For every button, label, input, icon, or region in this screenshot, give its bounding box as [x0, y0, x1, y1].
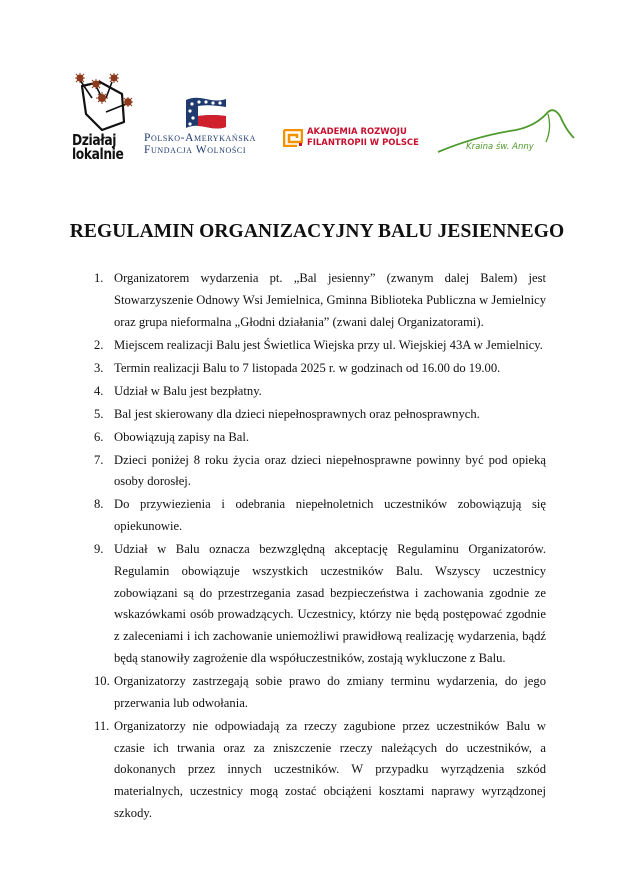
- rule-text: Organizatorzy zastrzegają sobie prawo do zmiany terminu wydarzenia, do jego przerwania lub odwołania.: [114, 674, 546, 710]
- arfp-logo: [283, 127, 433, 153]
- rule-number: 5.: [94, 406, 104, 421]
- rule-number: 6.: [94, 429, 104, 444]
- rule-number: 3.: [94, 360, 104, 375]
- rule-number: 4.: [94, 383, 104, 398]
- rule-number: 7.: [94, 452, 104, 467]
- rules-list: [94, 268, 546, 826]
- hill-icon: [436, 108, 576, 160]
- rule-text: Miejscem realizacji Balu jest Świetlica Wiejska przy ul. Wiejskiej 43A w Jemielnicy.: [114, 337, 543, 352]
- rule-item: [94, 404, 546, 426]
- rule-number: 1.: [94, 271, 104, 285]
- rule-text: Organizatorem wydarzenia pt. „Bal jesienny” (zwanym dalej Balem) jest Stowarzyszenie Odnowy Wsi Jemielnica, Gminna Biblioteka Publiczna w Jemielnicy oraz grupa nieformalna „Głodni działania” (zwani dalej Organizatorami).: [114, 271, 546, 329]
- pafw-name: Polsko-Amerykańska Fundacja Wolności: [144, 132, 257, 156]
- rule-text: Obowiązują zapisy na Bal.: [114, 429, 249, 444]
- rule-item: [94, 381, 546, 403]
- rule-number: 8.: [94, 497, 104, 512]
- rule-item: [94, 494, 546, 538]
- flowers-box-icon: [72, 68, 142, 134]
- rule-item: [94, 539, 546, 670]
- rule-item: [94, 671, 546, 715]
- rule-text: Dzieci poniżej 8 roku życia oraz dzieci niepełnosprawne powinny być pod opieką osoby dorosłej.: [114, 452, 546, 489]
- rule-item: [94, 335, 546, 357]
- rule-text: Organizatorzy nie odpowiadają za rzeczy zagubione przez uczestników Balu w czasie ich trwania oraz za zniszczenie rzeczy należących do uczestników, a dokonanych przez innych uczestników. W przypadku wyrządzenia szkód materialnych, uczestnicy mogą zostać obciążeni kosztami naprawy wyrządzonej szkody.: [114, 718, 546, 820]
- flag-icon: [184, 96, 228, 130]
- rule-item: [94, 427, 546, 449]
- arfp-mark-icon: [283, 129, 303, 147]
- document-title: REGULAMIN ORGANIZACYJNY BALU JESIENNEGO: [69, 221, 565, 243]
- rule-number: 2.: [94, 337, 104, 352]
- dzialaj-lokalnie-text: Działaj lokalnie: [72, 131, 124, 163]
- rule-item: [94, 716, 546, 825]
- rule-number: 9.: [94, 542, 104, 557]
- logo-header: [0, 0, 634, 180]
- rule-text: Do przywiezienia i odebrania niepełnoletnich uczestników zobowiązują się opiekunowie.: [114, 497, 546, 534]
- rule-item: [94, 268, 546, 333]
- rule-text: Udział w Balu oznacza bezwzględną akceptację Regulaminu Organizatorów. Regulamin obowiązuje wszystkich uczestników Balu. Wszyscy uczestnicy zobowiązani są do przestrzegania zasad bezpieczeństwa i zachowania zgodnie ze wskazówkami osób prowadzących. Uczestnicy, którzy nie będą postępować zgodnie z zaleceniami i ich zachowanie uniemożliwi prawidłową realizację wydarzenia, bądź będą stanowiły zagrożenie dla współuczestników, zostają wykluczone z Balu.: [114, 542, 546, 666]
- rule-item: [94, 450, 546, 494]
- rule-text: Termin realizacji Balu to 7 listopada 2025 r. w godzinach od 16.00 do 19.00.: [114, 360, 501, 375]
- rule-text: Udział w Balu jest bezpłatny.: [114, 383, 262, 398]
- rule-item: [94, 358, 546, 380]
- rule-text: Bal jest skierowany dla dzieci niepełnosprawnych oraz pełnosprawnych.: [114, 406, 480, 421]
- kraina-sw-anny-logo: [436, 108, 576, 160]
- kraina-sw-anny-text: Kraina św. Anny: [466, 142, 534, 152]
- rule-number: 11.: [94, 718, 110, 733]
- rule-number: 10.: [94, 674, 110, 689]
- arfp-name: AKADEMIA ROZWOJU FILANTROPII W POLSCE: [307, 126, 419, 148]
- dzialaj-lokalnie-logo: [72, 68, 142, 168]
- pafw-logo: [144, 96, 279, 156]
